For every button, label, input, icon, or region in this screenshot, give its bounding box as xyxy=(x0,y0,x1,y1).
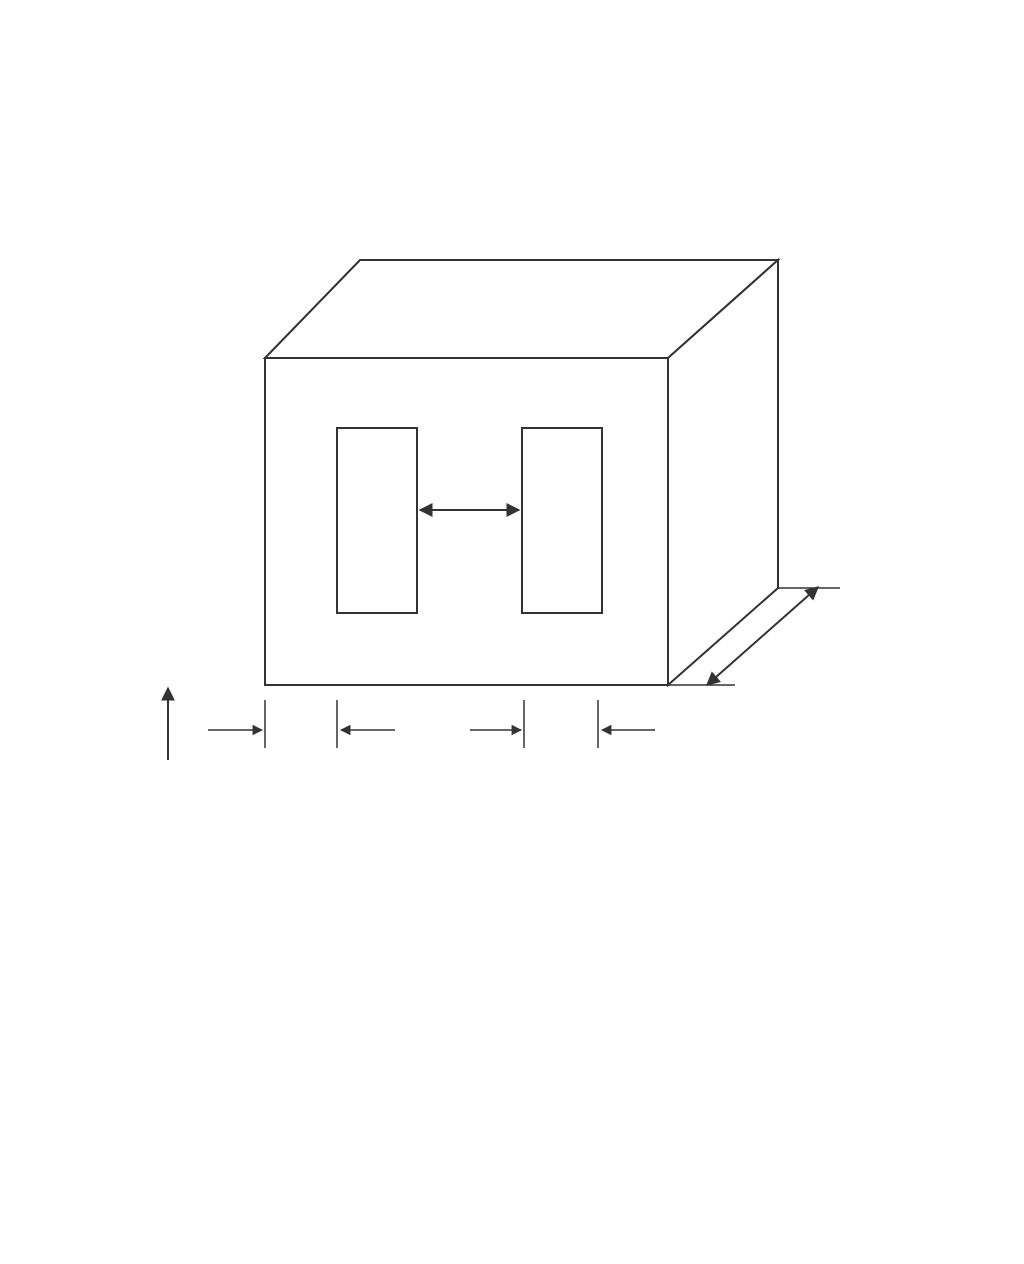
core-front-face xyxy=(265,358,668,685)
core-window-left xyxy=(337,428,417,613)
dimension-c xyxy=(470,700,655,748)
dimension-a-half xyxy=(208,700,395,748)
core-window-right xyxy=(522,428,602,613)
